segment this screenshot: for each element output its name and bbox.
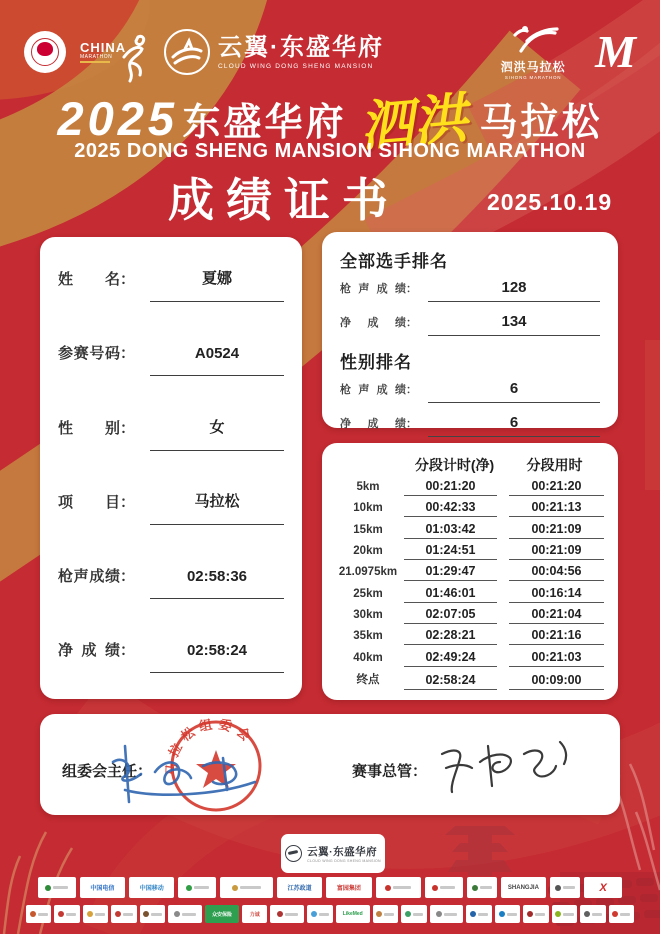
logo-row [24, 22, 644, 82]
sihong-name-cn: 泗洪马拉松 [500, 59, 566, 74]
split-row [332, 500, 604, 517]
athlete-field [58, 267, 284, 302]
sponsor-logo [430, 905, 464, 923]
sponsor-logo [550, 877, 580, 898]
sponsor-label: 中国电信 [90, 886, 115, 892]
sponsor-mark-icon [385, 885, 391, 891]
sponsor-logo [220, 877, 273, 898]
china-marathon-line1: CHINA [80, 40, 127, 55]
athlete-field [58, 416, 284, 451]
sponsor-mark-icon [58, 911, 64, 917]
field-label: 枪声成绩： [58, 568, 136, 586]
title-dongsheng: 东盛华府 [182, 102, 347, 144]
split-point: 30km [353, 608, 383, 621]
field-value: 马拉松 [150, 490, 284, 525]
split-row [332, 564, 604, 581]
split-net-time: 02:07:05 [404, 607, 497, 624]
split-net-time: 01:29:47 [404, 564, 497, 581]
ranking-value: 134 [428, 313, 600, 336]
sponsor-logo [168, 905, 202, 923]
split-net-time: 02:28:21 [404, 628, 497, 645]
sponsor-logo [270, 905, 304, 923]
sponsor-label: X [599, 881, 607, 894]
sponsor-mark-icon [612, 911, 618, 917]
field-label: 净成绩： [58, 641, 136, 659]
sponsor-logo [80, 877, 125, 898]
cloud-wing-name-cn: 云翼·东盛华府 [218, 33, 384, 61]
sponsor-logo [38, 877, 76, 898]
split-segment-time: 00:09:00 [509, 673, 604, 690]
split-row [332, 607, 604, 624]
sponsor-logo [523, 905, 548, 923]
ranking-value: 6 [428, 414, 600, 437]
split-row [332, 543, 604, 560]
pagoda-silhouette [445, 826, 515, 876]
split-net-time: 00:21:20 [404, 479, 497, 496]
sponsor-logo [242, 905, 267, 923]
field-value: A0524 [150, 345, 284, 376]
sponsor-logo [336, 905, 370, 923]
split-segment-time: 00:21:09 [509, 522, 604, 539]
split-segment-time: 00:21:13 [509, 500, 604, 517]
splits-col-segment: 分段用时 [526, 457, 583, 473]
field-value: 夏娜 [150, 267, 284, 302]
sponsor-mark-icon [555, 885, 561, 891]
sponsor-mark-icon [499, 911, 505, 917]
event-date: 2025.10.19 [487, 189, 613, 215]
runner-icon [116, 33, 150, 85]
m-logo: M [595, 26, 636, 77]
sponsor-logo [552, 905, 577, 923]
cloud-wing-logo [164, 29, 384, 75]
split-segment-time: 00:21:03 [509, 650, 604, 667]
title-sihong-calligraphy: 泗洪 [356, 88, 470, 158]
split-net-time: 01:24:51 [404, 543, 497, 560]
sponsor-logo [140, 905, 165, 923]
sponsor-mark-icon [87, 911, 93, 917]
split-row [332, 522, 604, 539]
sponsor-logo [501, 877, 546, 898]
athlete-field [58, 342, 284, 376]
split-point: 20km [353, 544, 383, 557]
sponsor-logo [401, 905, 426, 923]
china-marathon-logo [80, 41, 142, 63]
sponsor-logo [277, 877, 322, 898]
sponsor-row-secondary [26, 905, 634, 923]
split-segment-time: 00:16:14 [509, 586, 604, 603]
certificate-title: 成绩证书 [168, 174, 400, 226]
split-point: 25km [353, 587, 383, 600]
sponsor-logo [580, 905, 605, 923]
sihong-runner-icon [503, 25, 563, 55]
sponsor-label: 众安保险 [212, 911, 233, 918]
ranking-value: 128 [428, 279, 600, 302]
split-net-time: 02:58:24 [404, 673, 497, 690]
field-label: 项目： [58, 494, 136, 512]
splits-col-net: 分段计时(净) [414, 457, 495, 473]
sponsor-label: 富园集团 [336, 886, 361, 892]
sponsor-logo [307, 905, 332, 923]
athlete-info-panel [40, 237, 302, 699]
sponsor-mark-icon [470, 911, 476, 917]
cloud-wing-emblem-icon [164, 29, 210, 75]
athlete-field [58, 490, 284, 525]
director-signature [95, 732, 295, 807]
director-label: 组委会主任： [62, 763, 153, 780]
field-label: 姓名： [58, 271, 136, 288]
signature-panel [40, 714, 620, 815]
sponsor-logo [129, 877, 174, 898]
split-point: 15km [353, 523, 383, 536]
split-row [332, 628, 604, 645]
sponsor-label: 中国移动 [139, 886, 164, 892]
split-net-time: 01:03:42 [404, 522, 497, 539]
sponsor-logo [54, 905, 79, 923]
athletics-association-badge-icon [24, 31, 66, 73]
sponsor-mark-icon [405, 911, 411, 917]
sponsor-mark-icon [432, 885, 438, 891]
sponsor-logo [425, 877, 463, 898]
sponsor-mark-icon [174, 911, 180, 917]
ranking-panel [322, 232, 618, 431]
split-net-time: 00:42:33 [404, 500, 497, 517]
field-label: 参赛号码： [58, 344, 136, 362]
overall-ranking-heading: 全部选手排名 [340, 252, 448, 271]
split-row [332, 650, 604, 667]
field-value: 02:58:36 [150, 568, 284, 599]
sponsor-logo [26, 905, 51, 923]
sponsor-logo [495, 905, 520, 923]
sponsor-mark-icon [311, 911, 317, 917]
stamp-arc-text: 马拉松组委会 [163, 716, 258, 777]
split-segment-time: 00:04:56 [509, 564, 604, 581]
ranking-label: 枪声成绩： [340, 384, 417, 396]
footer-brand-en: CLOUD WING DONG SHENG MANSION [307, 859, 381, 863]
split-row [332, 479, 604, 496]
sponsor-label: 力诚 [249, 911, 260, 918]
athlete-field [58, 565, 284, 599]
split-segment-time: 00:21:16 [509, 628, 604, 645]
sponsor-logo [467, 877, 497, 898]
sponsor-logo [178, 877, 216, 898]
sponsor-logo [373, 905, 398, 923]
sponsor-mark-icon [232, 885, 238, 891]
ranking-label: 枪声成绩： [340, 283, 417, 295]
event-subtitle: 2025 DONG SHENG MANSION SIHONG MARATHON [74, 140, 586, 162]
splits-panel [322, 443, 618, 700]
title-marathon: 马拉松 [479, 102, 603, 144]
split-point: 5km [356, 481, 380, 493]
split-point: 40km [353, 651, 383, 664]
ranking-row [340, 414, 600, 437]
sponsor-mark-icon [472, 885, 478, 891]
split-segment-time: 00:21:20 [509, 479, 604, 496]
split-point: 终点 [356, 673, 380, 686]
sponsor-logo [83, 905, 108, 923]
sponsor-logo [609, 905, 634, 923]
sponsor-label: LikeMed [342, 911, 363, 917]
sponsor-mark-icon [115, 911, 121, 917]
split-segment-time: 00:21:09 [509, 543, 604, 560]
sponsor-label: 江苏政道 [287, 886, 312, 892]
manager-signature [432, 724, 592, 804]
field-value: 女 [150, 416, 284, 451]
sponsor-mark-icon [277, 911, 283, 917]
ranking-value: 6 [428, 380, 600, 403]
sponsor-mark-icon [143, 911, 149, 917]
title-year: 2025 [57, 92, 179, 145]
sponsor-mark-icon [186, 885, 192, 891]
china-marathon-line2: MARATHON [80, 54, 113, 60]
splits-header [332, 455, 604, 475]
athlete-field [58, 639, 284, 673]
sihong-marathon-logo [491, 25, 575, 80]
ranking-label: 净成绩： [340, 317, 417, 329]
sponsor-logo [205, 905, 239, 923]
sponsor-mark-icon [45, 885, 51, 891]
footer-brand-cn: 云翼·东盛华府 [307, 846, 378, 858]
sponsor-mark-icon [555, 911, 561, 917]
sponsor-mark-icon [527, 911, 533, 917]
split-point: 21.0975km [338, 566, 398, 579]
sponsor-logo [326, 877, 371, 898]
split-net-time: 02:49:24 [404, 650, 497, 667]
ranking-row [340, 313, 600, 336]
ranking-label: 净成绩： [340, 418, 417, 430]
field-label: 性别： [58, 419, 136, 437]
split-row [332, 586, 604, 603]
sponsor-mark-icon [376, 911, 382, 917]
split-point: 10km [353, 502, 383, 515]
split-net-time: 01:46:01 [404, 586, 497, 603]
gender-ranking-heading: 性别排名 [340, 353, 412, 372]
split-segment-time: 00:21:04 [509, 607, 604, 624]
sponsor-mark-icon [436, 911, 442, 917]
footer-brand-pill [281, 834, 385, 873]
ranking-row [340, 279, 600, 302]
sponsor-logo [584, 877, 622, 898]
sponsor-label: SHANGJIA [507, 884, 539, 891]
cloud-wing-name-en: CLOUD WING DONG SHENG MANSION [218, 62, 374, 70]
split-point: 35km [353, 630, 383, 643]
sihong-name-en: SIHONG MARATHON [504, 74, 562, 80]
manager-label: 赛事总管： [352, 763, 428, 780]
ranking-row [340, 380, 600, 403]
split-row [332, 671, 604, 690]
field-value: 02:58:24 [150, 642, 284, 673]
sponsor-logo [376, 877, 421, 898]
sponsor-logo [111, 905, 136, 923]
cloud-wing-small-icon [285, 845, 302, 862]
sponsor-mark-icon [584, 911, 590, 917]
sponsor-logo [466, 905, 491, 923]
sponsor-row-primary [38, 877, 622, 898]
sponsor-mark-icon [30, 911, 36, 917]
